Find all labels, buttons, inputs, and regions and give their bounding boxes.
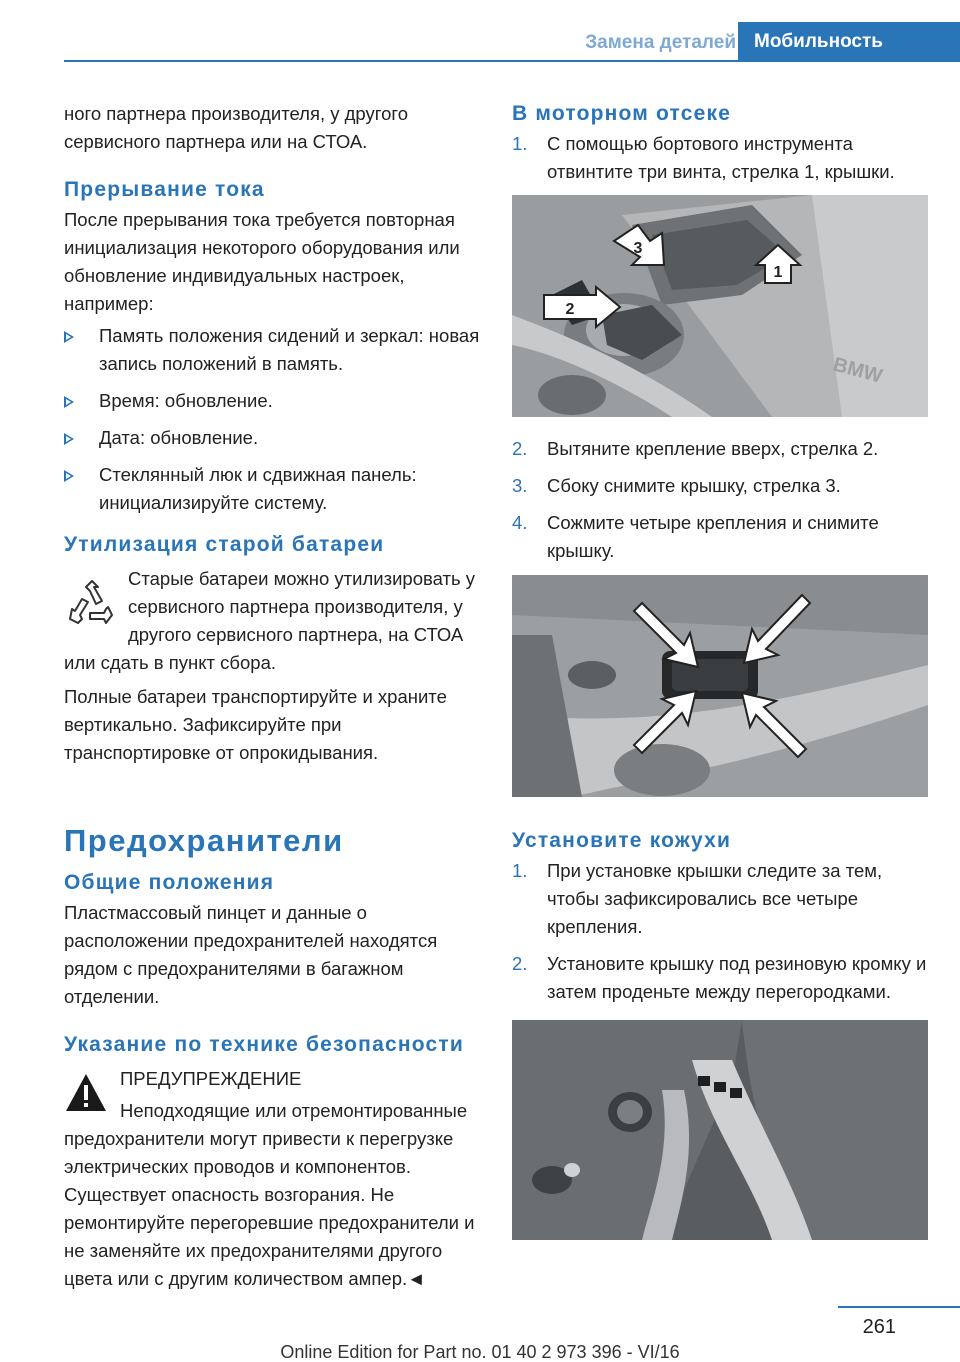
warning-triangle-icon	[64, 1071, 108, 1115]
triangle-bullet-icon	[64, 331, 74, 343]
list-item: 1. При установке крышки следите за тем, чтобы зафиксировались все четыре крепления.	[512, 860, 883, 937]
svg-text:3: 3	[633, 240, 643, 257]
left-column	[64, 100, 484, 1293]
power-break-heading: Прерывание тока	[64, 178, 265, 201]
triangle-bullet-icon	[64, 433, 74, 445]
engine-steps-list-2	[512, 435, 928, 565]
triangle-bullet-icon	[64, 396, 74, 408]
svg-text:2: 2	[565, 301, 575, 318]
list-item: 3. Сбоку снимите крышку, стрелка 3.	[512, 475, 841, 496]
page-number: 261	[862, 1316, 896, 1338]
recycle-icon	[64, 577, 120, 633]
svg-text:1: 1	[773, 264, 783, 281]
header-section-title: Замена деталей	[585, 32, 736, 53]
footer-rule	[838, 1306, 960, 1308]
engine-brand-text: BMW	[830, 353, 885, 388]
right-column	[512, 100, 928, 1240]
disposal-text-2: Полные батареи транспортируйте и храните вертикально. Зафиксируйте при транспортировке от опрокидывания.	[64, 686, 447, 763]
safety-heading: Указание по технике безопасности	[64, 1033, 464, 1056]
triangle-bullet-icon	[64, 470, 74, 482]
engine-photo-3	[512, 1020, 928, 1240]
list-item: 2. Установите крышку под резиновую кромку и затем проденьте между перегородками.	[512, 953, 927, 1002]
engine-photo-2	[512, 575, 928, 797]
list-item: 4. Сожмите четыре крепления и снимите крышку.	[512, 512, 879, 561]
disposal-text-1: Старые батареи можно утилизировать у сервисного партнера производителя, у другого сервисного партнера, на СТОА или сдать в пункт сбора.	[64, 568, 475, 673]
list-item: 1. С помощью бортового инструмента отвинтите три винта, стрелка 1, крышки.	[512, 133, 895, 182]
intro-text: ного партнера производителя, у другого сервисного партнера или на СТОА.	[64, 103, 409, 152]
list-item: Дата: обновление.	[64, 424, 484, 452]
install-steps-list	[512, 857, 928, 1006]
engine-steps-list	[512, 130, 928, 186]
power-break-list	[64, 322, 484, 517]
general-text: Пластмассовый пинцет и данные о расположении предохранителей находятся рядом с предохранителями в багажном отделении.	[64, 902, 438, 1007]
list-item: Время: обновление.	[64, 387, 484, 415]
fuses-heading: Предохранители	[64, 823, 344, 858]
engine-compartment-heading: В моторном отсеке	[512, 102, 732, 125]
header-chapter-tab: Мобильность	[738, 22, 960, 62]
warning-label: ПРЕДУПРЕЖДЕНИЕ	[120, 1068, 302, 1089]
header-rule	[64, 60, 960, 62]
disposal-heading: Утилизация старой батареи	[64, 533, 385, 556]
engine-photo-1	[512, 195, 928, 417]
warning-block	[64, 1065, 484, 1293]
list-item: 2. Вытяните крепление вверх, стрелка 2.	[512, 438, 879, 459]
warning-text: Неподходящие или отремонтированные предохранители могут привести к перегрузке электрических проводов и компонентов. Существует опасность возгорания. Не ремонтируйте перегоревшие предохранители и не заменяйте их предохранителями другого цвета или с другим количеством ампер.◄	[64, 1100, 475, 1289]
list-item: Стеклянный люк и сдвижная панель: инициализируйте систему.	[64, 461, 484, 517]
disposal-block	[64, 565, 484, 677]
edition-text: Online Edition for Part no. 01 40 2 973 396 - VI/16	[280, 1342, 680, 1362]
general-heading: Общие положения	[64, 871, 275, 894]
power-break-text: После прерывания тока требуется повторная инициализация некоторого оборудования или обновление индивидуальных настроек, например:	[64, 209, 460, 314]
list-item: Память положения сидений и зеркал: новая запись положений в память.	[64, 322, 484, 378]
install-heading: Установите кожухи	[512, 829, 732, 852]
